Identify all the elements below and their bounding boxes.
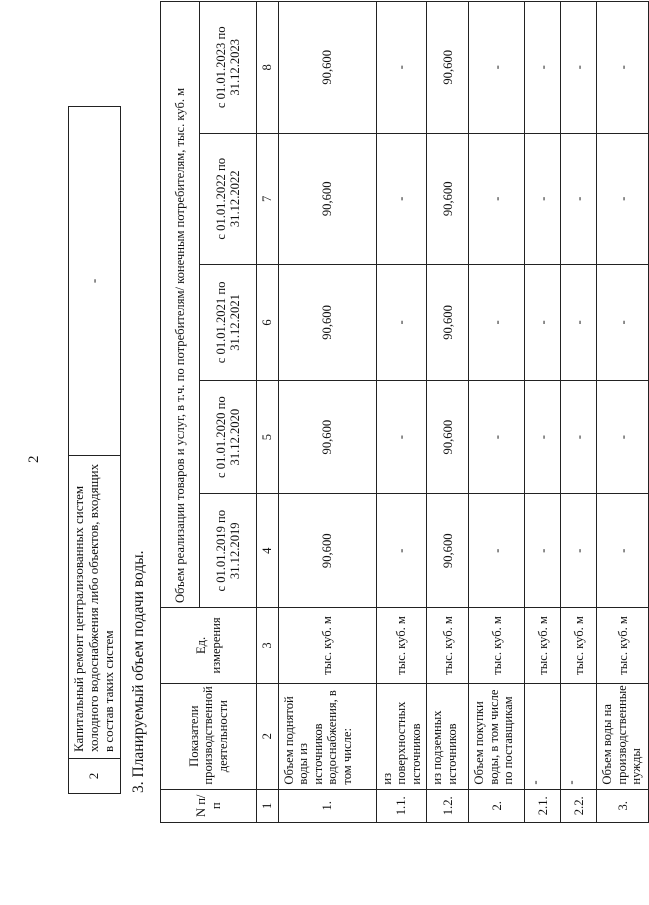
row-indicator: Объем воды на производственные нужды	[597, 683, 649, 789]
row-indicator: -	[525, 683, 561, 789]
header-indicator: Показатели производственной деятельности	[161, 683, 257, 789]
header-num: N п/п	[161, 789, 257, 822]
period-header: с 01.01.2023 по 31.12.2023	[200, 2, 257, 134]
row-value: 90,600	[279, 494, 377, 608]
col-num: 2	[257, 683, 279, 789]
row-value: -	[597, 2, 649, 134]
row-number: 2	[69, 759, 121, 794]
row-number: 1.2.	[427, 789, 469, 822]
row-value: -	[377, 133, 427, 264]
row-value: -	[561, 133, 597, 264]
row-value: 90,600	[427, 265, 469, 381]
row-indicator: Объем покупки воды, в том числе по поставщикам	[469, 683, 525, 789]
col-num: 8	[257, 2, 279, 134]
row-value: 90,600	[279, 133, 377, 264]
period-header: с 01.01.2019 по 31.12.2019	[200, 494, 257, 608]
row-value: -	[377, 2, 427, 134]
row-number: 1.1.	[377, 789, 427, 822]
table-body	[279, 2, 649, 823]
table-row	[427, 2, 469, 823]
row-value: -	[469, 265, 525, 381]
section-heading: 3. Планируемый объем подачи воды.	[130, 550, 147, 793]
water-volume-table	[160, 1, 649, 823]
row-indicator: из подземных источников	[427, 683, 469, 789]
row-value: 90,600	[427, 133, 469, 264]
period-header: с 01.01.2021 по 31.12.2021	[200, 265, 257, 381]
row-value: -	[561, 265, 597, 381]
row-value: -	[525, 133, 561, 264]
row-value: -	[525, 494, 561, 608]
col-num: 7	[257, 133, 279, 264]
row-value: 90,600	[279, 2, 377, 134]
row-value: -	[597, 494, 649, 608]
table-row	[597, 2, 649, 823]
row-value: -	[561, 494, 597, 608]
row-value: -	[469, 494, 525, 608]
row-value: -	[597, 133, 649, 264]
row-indicator: из поверхностных источников	[377, 683, 427, 789]
row-unit: тыс. куб. м	[525, 608, 561, 684]
row-unit: тыс. куб. м	[469, 608, 525, 684]
period-header: с 01.01.2022 по 31.12.2022	[200, 133, 257, 264]
row-number: 2.1.	[525, 789, 561, 822]
row-unit: тыс. куб. м	[597, 608, 649, 684]
row-number: 3.	[597, 789, 649, 822]
table-row	[279, 2, 377, 823]
row-value: -	[525, 380, 561, 494]
row-unit: тыс. куб. м	[279, 608, 377, 684]
repair-value: -	[69, 107, 121, 456]
table-row	[525, 2, 561, 823]
row-indicator: -	[561, 683, 597, 789]
row-value: -	[377, 494, 427, 608]
header-volume: Объем реализации товаров и услуг, в т.ч. по потребителям/ конечным потребителям, тыс. куб. м	[161, 2, 200, 608]
row-unit: тыс. куб. м	[377, 608, 427, 684]
column-number-row	[257, 2, 279, 823]
row-value: 90,600	[279, 380, 377, 494]
row-value: -	[469, 380, 525, 494]
row-number: 2.2.	[561, 789, 597, 822]
row-value: 90,600	[427, 494, 469, 608]
row-value: -	[469, 2, 525, 134]
row-value: -	[377, 265, 427, 381]
row-value: -	[561, 2, 597, 134]
row-indicator: Объем поднятой воды из источников водоснабжения, в том числе:	[279, 683, 377, 789]
table-header-row	[161, 2, 200, 823]
table-row	[69, 107, 121, 794]
col-num: 6	[257, 265, 279, 381]
header-unit: Ед. измерения	[161, 608, 257, 684]
col-num: 4	[257, 494, 279, 608]
row-value: 90,600	[279, 265, 377, 381]
row-value: -	[597, 380, 649, 494]
table-row	[377, 2, 427, 823]
row-value: -	[525, 265, 561, 381]
table-row	[561, 2, 597, 823]
col-num: 1	[257, 789, 279, 822]
row-value: -	[377, 380, 427, 494]
row-unit: тыс. куб. м	[427, 608, 469, 684]
page-number: 2	[26, 455, 42, 463]
period-header: с 01.01.2020 по 31.12.2020	[200, 380, 257, 494]
row-value: -	[561, 380, 597, 494]
repair-description: Капитальный ремонт централизованных систем холодного водоснабжения либо объектов, входящих в состав таких систем	[69, 456, 121, 759]
row-unit: тыс. куб. м	[561, 608, 597, 684]
col-num: 5	[257, 380, 279, 494]
repair-table	[68, 106, 121, 794]
col-num: 3	[257, 608, 279, 684]
row-value: -	[597, 265, 649, 381]
row-number: 1.	[279, 789, 377, 822]
row-number: 2.	[469, 789, 525, 822]
row-value: -	[525, 2, 561, 134]
row-value: 90,600	[427, 2, 469, 134]
row-value: 90,600	[427, 380, 469, 494]
table-row	[469, 2, 525, 823]
row-value: -	[469, 133, 525, 264]
